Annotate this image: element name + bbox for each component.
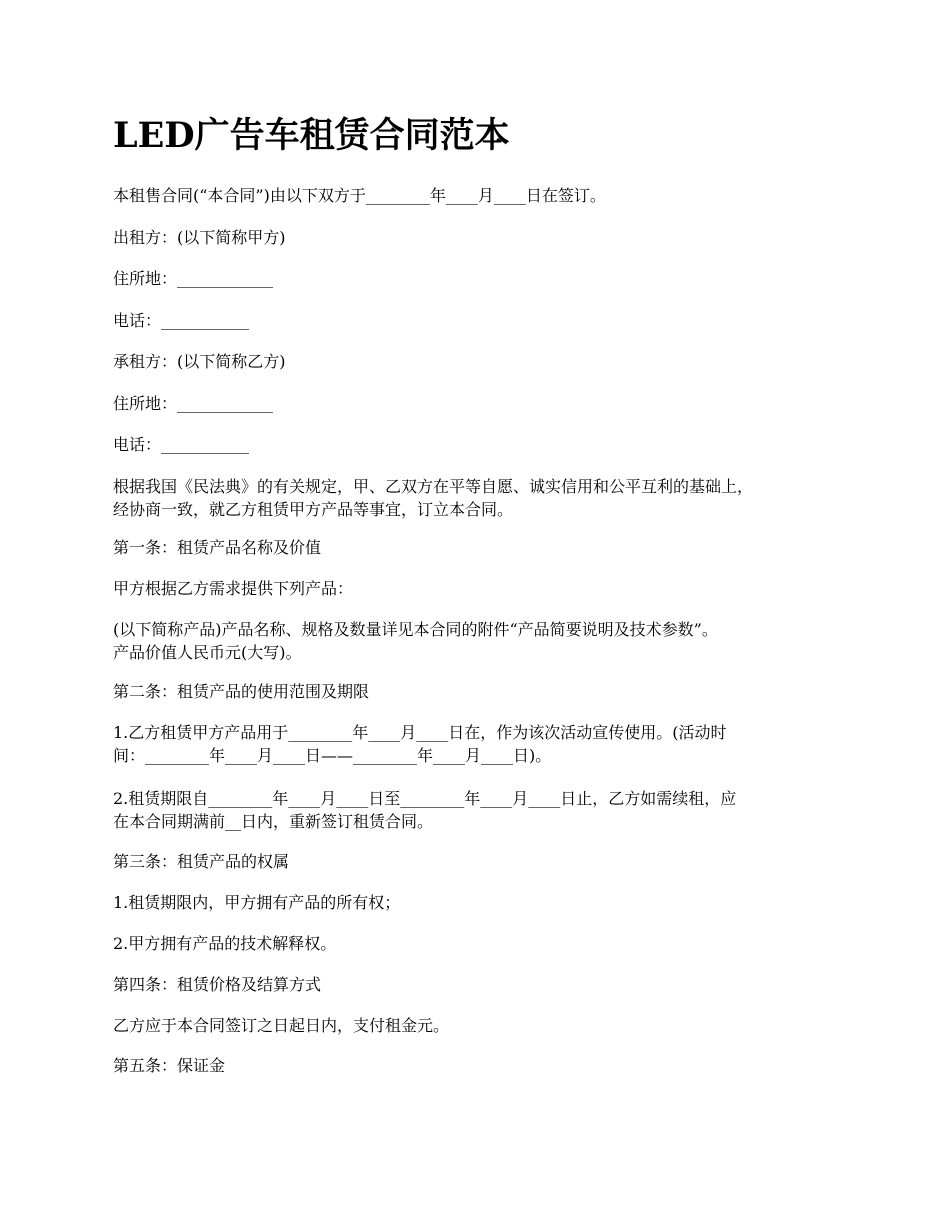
paragraph-rent-payment xyxy=(113,1014,853,1037)
article-5-heading xyxy=(113,1054,853,1077)
paragraph-line: 1.乙方租赁甲方产品用于________年____月____日在，作为该次活动宣传使用。(活动时 xyxy=(113,723,727,742)
paragraph-basis xyxy=(113,475,853,521)
paragraph-usage-purpose xyxy=(113,721,853,767)
paragraph-product-supply xyxy=(113,577,853,600)
paragraph-line: 第五条：保证金 xyxy=(113,1056,226,1075)
paragraph-line: 第二条：租赁产品的使用范围及期限 xyxy=(113,682,370,701)
paragraph-line: 本租售合同(“本合同”)由以下双方于________年____月____日在签订。 xyxy=(113,186,606,205)
paragraph-line: 2.甲方拥有产品的技术解释权。 xyxy=(113,934,337,953)
paragraph-technical-rights xyxy=(113,932,853,955)
paragraph-line: 经协商一致，就乙方租赁甲方产品等事宜，订立本合同。 xyxy=(113,500,514,519)
paragraph-lessee xyxy=(113,350,853,373)
paragraph-line: 出租方：(以下简称甲方) xyxy=(113,228,286,247)
paragraph-line: 第四条：租赁价格及结算方式 xyxy=(113,975,322,994)
paragraph-line: 第三条：租赁产品的权属 xyxy=(113,852,290,871)
paragraph-line: 根据我国《民法典》的有关规定，甲、乙双方在平等自愿、诚实信用和公平互利的基础上， xyxy=(113,477,754,496)
paragraph-line: 在本合同期满前__日内，重新签订租赁合同。 xyxy=(113,812,434,831)
paragraph-lessor-phone xyxy=(113,309,853,332)
article-1-heading xyxy=(113,536,853,559)
paragraph-line: 电话：___________ xyxy=(113,311,250,330)
paragraph-line: 2.租赁期限自________年____月____日至________年____月____日止，乙方如需续租，应 xyxy=(113,789,737,808)
paragraph-line: 第一条：租赁产品名称及价值 xyxy=(113,538,322,557)
paragraph-lessor-address xyxy=(113,267,853,290)
paragraph-line: 1.租赁期限内，甲方拥有产品的所有权； xyxy=(113,893,401,912)
paragraph-line: 住所地：____________ xyxy=(113,394,274,413)
paragraph-line: 电话：___________ xyxy=(113,435,250,454)
paragraph-line: 住所地：____________ xyxy=(113,269,274,288)
paragraph-lease-term xyxy=(113,787,853,833)
document-title: LED广告车租赁合同范本 xyxy=(113,115,510,156)
paragraph-line: 产品价值人民币元(大写)。 xyxy=(113,643,302,662)
paragraph-lessee-address xyxy=(113,392,853,415)
paragraph-product-details xyxy=(113,618,853,664)
article-2-heading xyxy=(113,680,853,703)
paragraph-ownership xyxy=(113,891,853,914)
paragraph-line: 乙方应于本合同签订之日起日内，支付租金元。 xyxy=(113,1016,450,1035)
paragraph-line: (以下简称产品)产品名称、规格及数量详见本合同的附件“产品简要说明及技术参数”。 xyxy=(113,620,718,639)
paragraph-line: 间：________年____月____日——________年____月____日)。 xyxy=(113,746,552,765)
paragraph-line: 承租方：(以下简称乙方) xyxy=(113,352,286,371)
article-3-heading xyxy=(113,850,853,873)
article-4-heading xyxy=(113,973,853,996)
paragraph-lessor xyxy=(113,226,853,249)
paragraph-line: 甲方根据乙方需求提供下列产品： xyxy=(113,579,354,598)
paragraph-preamble xyxy=(113,184,853,207)
paragraph-lessee-phone xyxy=(113,433,853,456)
